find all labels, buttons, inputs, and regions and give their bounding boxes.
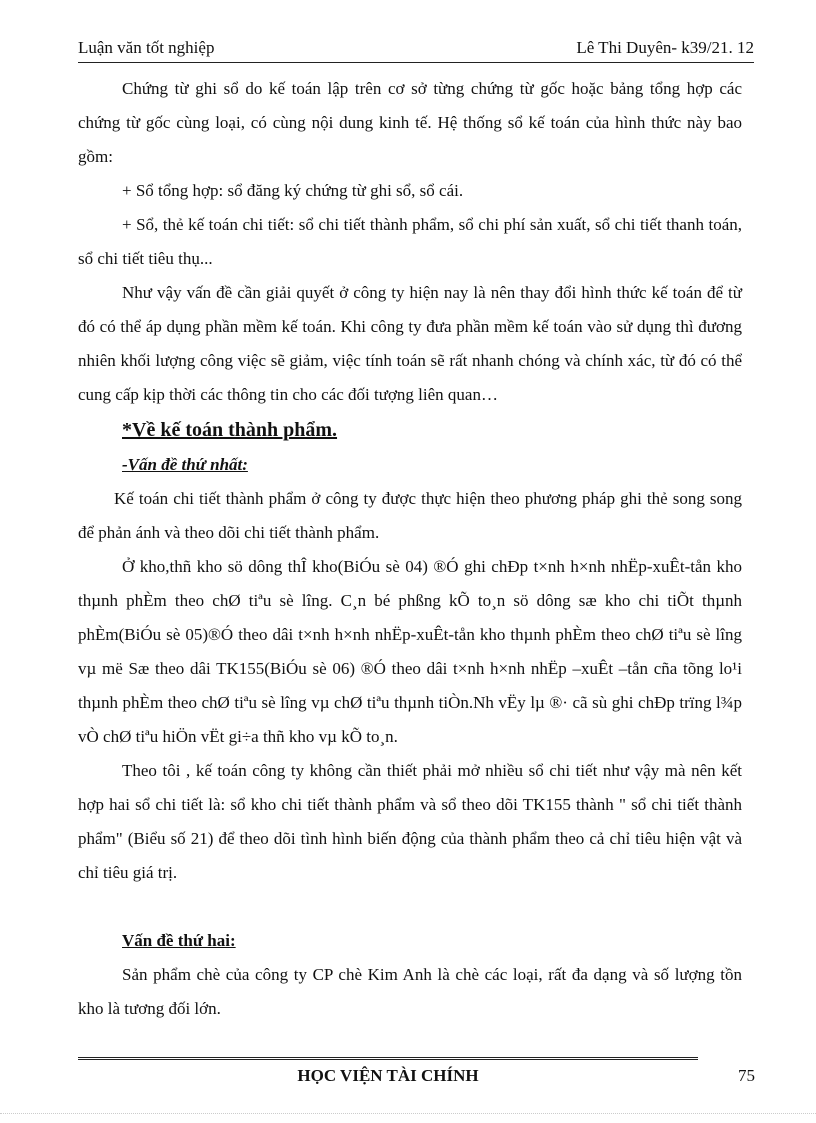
subheading-issue-two: Vấn đề thứ hai:	[122, 931, 236, 950]
paragraph-encoded-text: Ở kho,thñ kho sö dông thÎ kho(BiÓu sè 04) ®Ó ghi chÐp t×nh h×nh nhËp-xuÊt-tån kho thµnh phÈm theo chØ tiªu sè lîng. C¸n bé phßng kÕ to¸n sö dông sæ kho chi tiÕt thµnh phÈm(BiÓu sè 05)®Ó theo dâi t×nh h×nh nhËp-xuÊt-tån kho thµnh phÈm theo chØ tiªu sè lîng vµ më Sæ theo dâi TK155(BiÓu sè 06) ®Ó theo dâi t×nh h×nh nhËp –xuÊt –tån cña tõng lo¹i thµnh phÈm theo chØ tiªu sè lîng vµ chØ tiªu thµnh tiÒn.Nh vËy lµ ®· cã sù ghi chÐp trïng l¾p vÒ chØ tiªu hiÖn vËt gi÷a thñ kho vµ kÕ to¸n.	[78, 557, 742, 746]
paragraph-voucher-system: Chứng từ ghi sổ do kế toán lập trên cơ sở từng chứng từ gốc hoặc bảng tổng hợp các chứng từ gốc cùng loại, có cùng nội dung kinh tế. Hệ thống sổ kế toán của hình thức này bao gồm:	[78, 79, 742, 166]
footer-divider	[78, 1057, 698, 1060]
header-author: Lê Thi Duyên- k39/21. 12	[576, 38, 754, 57]
page-number: 75	[738, 1066, 755, 1085]
paragraph-detail-ledger: + Sổ, thẻ kế toán chi tiết: sổ chi tiết thành phẩm, sổ chi phí sản xuất, sổ chi tiết thanh toán, sổ chi tiết tiêu thụ...	[78, 215, 742, 268]
paragraph-general-ledger: + Sổ tổng hợp: sổ đăng ký chứng từ ghi sổ, sổ cái.	[122, 181, 464, 200]
page-header	[78, 38, 754, 58]
spacer	[78, 890, 742, 924]
paragraph-recommendation: Theo tôi , kế toán công ty không cần thiết phải mở nhiều sổ chi tiết như vậy mà nên kết hợp hai sổ chi tiết là: sổ kho chi tiết thành phẩm và sổ theo dõi TK155 thành " sổ chi tiết thành phẩm" (Biểu số 21) để theo dõi tình hình biến động của thành phẩm theo cả chỉ tiêu hiện vật và chỉ tiêu giá trị.	[78, 761, 742, 882]
header-thesis-label: Luận văn tốt nghiệp	[78, 38, 215, 57]
footer-institution: HỌC VIỆN TÀI CHÍNH	[297, 1066, 479, 1085]
paragraph-software-proposal: Như vậy vấn đề cần giải quyết ở công ty hiện nay là nên thay đổi hình thức kế toán để từ đó có thể áp dụng phần mềm kế toán. Khi công ty đưa phần mềm kế toán vào sử dụng thì đương nhiên khối lượng công việc sẽ giảm, việc tính toán sẽ rất nhanh chóng và chính xác, từ đó có thể cung cấp kịp thời các thông tin cho các đối tượng liên quan…	[78, 283, 742, 404]
subheading-issue-one: -Vấn đề thứ nhất:	[122, 455, 248, 474]
paragraph-tea-inventory: Sản phẩm chè của công ty CP chè Kim Anh là chè các loại, rất đa dạng và số lượng tồn kho là tương đối lớn.	[78, 965, 742, 1018]
page-edge-dotted-line	[0, 1113, 816, 1114]
section-heading-finished-goods: *Về kế toán thành phẩm.	[122, 419, 338, 441]
paragraph-parallel-method: Kế toán chi tiết thành phẩm ở công ty được thực hiện theo phương pháp ghi thẻ song song để phản ánh và theo dõi chi tiết thành phẩm.	[78, 489, 742, 542]
document-body	[78, 72, 742, 1026]
header-divider	[78, 62, 754, 63]
